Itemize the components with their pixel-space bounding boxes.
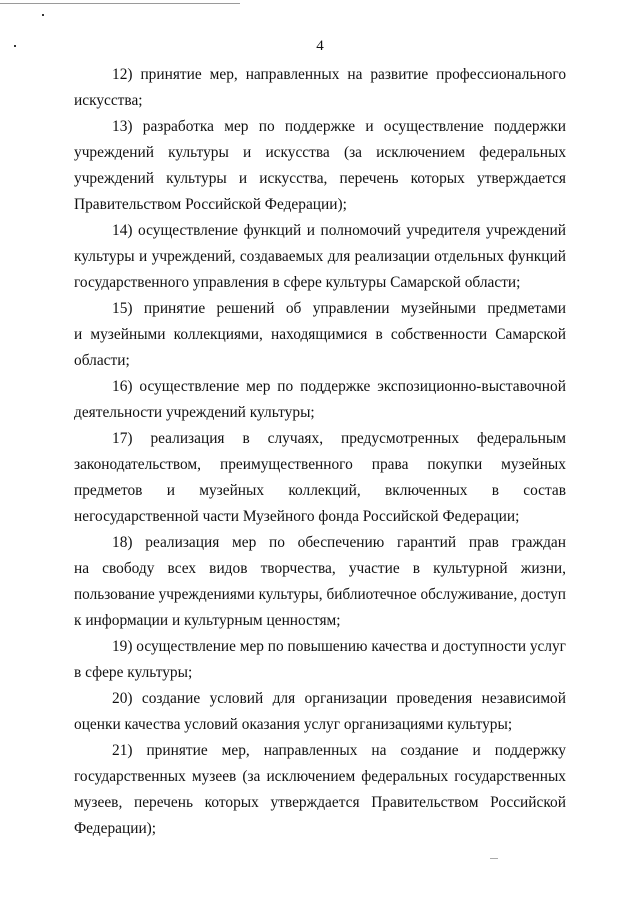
paragraph-line: культуры и учреждений, создаваемых для реализации отдельных функций: [74, 248, 566, 265]
paragraph-line: 14) осуществление функций и полномочий учредителя учреждений: [112, 222, 566, 239]
paragraph-line: оценки качества условий оказания услуг организациями культуры;: [74, 716, 513, 733]
paragraph-line: на свободу всех видов творчества, участие в культурной жизни,: [74, 560, 567, 577]
paragraph-line: пользование учреждениями культуры, библиотечное обслуживание, доступ: [74, 586, 566, 603]
page-number: 4: [316, 38, 324, 54]
paragraph-line: музеев, перечень которых утверждается Правительством Российской: [74, 794, 566, 811]
paragraph-line: учреждений культуры и искусства, перечень которых утверждается: [74, 170, 567, 187]
paragraph-line: государственного управления в сфере культуры Самарской области;: [74, 274, 521, 291]
paragraph-line: учреждений культуры и искусства (за исключением федеральных: [74, 144, 567, 161]
paragraph-line: Федерации);: [74, 820, 157, 837]
paragraph-line: негосударственной части Музейного фонда Российской Федерации;: [74, 508, 520, 525]
paragraph-line: 17) реализация в случаях, предусмотренных федеральным: [112, 430, 566, 447]
scan-speck: [490, 858, 498, 859]
paragraph-line: предметов и музейных коллекций, включенных в состав: [74, 482, 566, 499]
paragraph-line: области;: [74, 352, 130, 369]
paragraph-line: 21) принятие мер, направленных на создание и поддержку: [112, 742, 566, 759]
paragraph-line: 20) создание условий для организации проведения независимой: [112, 690, 566, 707]
paragraph-line: 13) разработка мер по поддержке и осуществление поддержки: [112, 118, 566, 135]
paragraph-line: Правительством Российской Федерации);: [74, 196, 347, 213]
scan-speck: [42, 14, 44, 16]
paragraph-line: законодательством, преимущественного права покупки музейных: [74, 456, 566, 473]
paragraph-line: к информации и культурным ценностям;: [74, 612, 341, 629]
paragraph-line: 16) осуществление мер по поддержке экспозиционно-выставочной: [112, 378, 566, 395]
paragraph-line: государственных музеев (за исключением федеральных государственных: [74, 768, 566, 785]
paragraph-line: деятельности учреждений культуры;: [74, 404, 315, 421]
paragraph-line: 19) осуществление мер по повышению качества и доступности услуг: [112, 638, 566, 655]
scan-top-rule: [0, 3, 240, 4]
paragraph-line: 12) принятие мер, направленных на развитие профессионального: [112, 66, 567, 83]
paragraph-line: искусства;: [74, 92, 143, 109]
paragraph-line: 15) принятие решений об управлении музейными предметами: [112, 300, 567, 317]
paragraph-line: 18) реализация мер по обеспечению гарантий прав граждан: [112, 534, 566, 551]
paragraph-line: и музейными коллекциями, находящимися в собственности Самарской: [74, 326, 566, 343]
paragraph-line: в сфере культуры;: [74, 664, 193, 681]
